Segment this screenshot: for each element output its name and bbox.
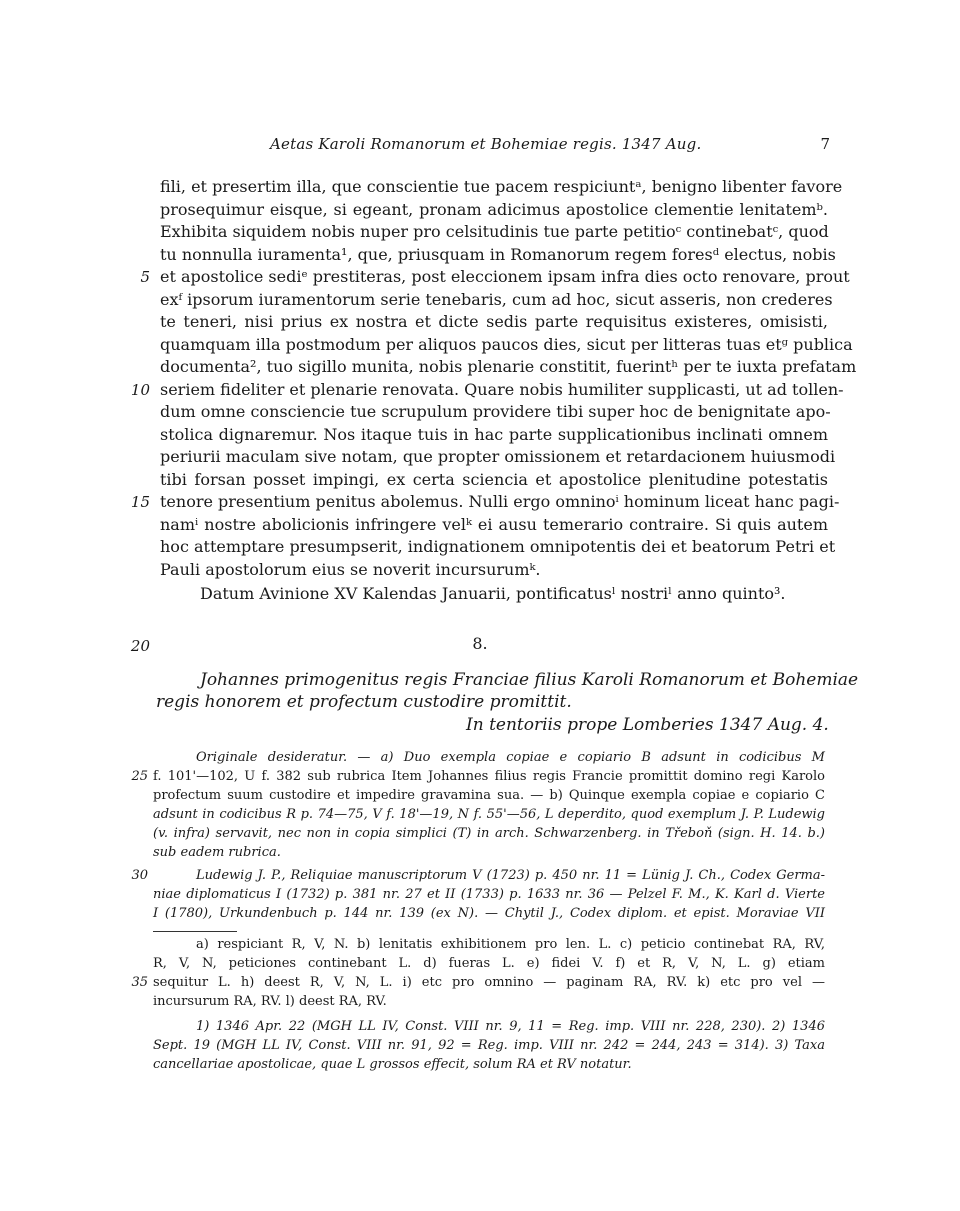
tradition-line: profectum suum custodire et impedire gravamina sua. — b) Quinque exempla copiae e copiario C bbox=[153, 788, 825, 803]
apparatus-line: R, V, N, peticiones continebant L. d) fueras L. e) fidei V. f) et R, V, N, L. g) etiam bbox=[153, 956, 825, 971]
body-line: tibi forsan posset impingi, ex certa sciencia et apostolice plenitudine potestatis bbox=[160, 470, 828, 489]
regest-line: Johannes primogenitus regis Franciae filius Karoli Romanorum et Bohemiae bbox=[200, 670, 859, 690]
line-number: 25 bbox=[131, 769, 148, 784]
line-number: 15 bbox=[130, 493, 150, 511]
footnote-rule bbox=[153, 931, 237, 932]
apparatus-line: sequitur L. h) deest R, V, N, L. i) etc pro omnino — paginam RA, RV. k) etc pro vel — bbox=[153, 975, 825, 990]
body-line: Exhibita siquidem nobis nuper pro celsitudinis tue parte petitioᶜ continebatᶜ, quod bbox=[160, 222, 829, 241]
body-line: te teneri, nisi prius ex nostra et dicte sedis parte requisitus existeres, omisisti, bbox=[160, 312, 828, 331]
body-line: periurii maculam sive notam, que propter omissionem et retardacionem huiusmodi bbox=[160, 447, 836, 466]
place-date: In tentoriis prope Lomberies 1347 Aug. 4. bbox=[466, 715, 829, 735]
body-line: hoc attemptare presumpserit, indignationem omnipotentis dei et beatorum Petri et bbox=[160, 537, 836, 556]
body-line: exᶠ ipsorum iuramentorum serie tenebaris, cum ad hoc, sicut asseris, non crederes bbox=[160, 290, 833, 309]
note-line: cancellariae apostolicae, quae L grossos effecit, solum RA et RV notatur. bbox=[153, 1057, 632, 1072]
running-head bbox=[160, 135, 830, 157]
literature-line: Ludewig J. P., Reliquiae manuscriptorum V (1723) p. 450 nr. 11 = Lünig J. Ch., Codex Germa- bbox=[196, 868, 825, 883]
dating-clause: Datum Avinione XV Kalendas Januarii, pontificatusˡ nostriˡ anno quinto³. bbox=[200, 584, 786, 603]
tradition-line: f. 101'—102, U f. 382 sub rubrica Item Johannes filius regis Francie promittit domino regi Karolo bbox=[153, 769, 825, 784]
body-line: seriem fideliter et plenarie renovata. Quare nobis humiliter supplicasti, ut ad tollen- bbox=[160, 380, 844, 399]
body-line: tenore presentium penitus abolemus. Nulli ergo omninoⁱ hominum liceat hanc pagi- bbox=[160, 492, 840, 511]
running-title: Aetas Karoli Romanorum et Bohemiae regis. 1347 Aug. bbox=[270, 135, 702, 153]
regest-line: regis honorem et profectum custodire promittit. bbox=[156, 692, 572, 712]
tradition-line: adsunt in codicibus R p. 74—75, V f. 18'—19, N f. 55'—56, L deperdito, quod exemplum J. P. Ludewig bbox=[153, 807, 825, 822]
line-number: 5 bbox=[140, 268, 150, 286]
literature-line: I (1780), Urkundenbuch p. 144 nr. 139 (ex N). — Chytil J., Codex diplom. et epist. Moraviae VII bbox=[153, 906, 825, 921]
body-line: fili, et presertim illa, que conscientie tue pacem respiciuntᵃ, benigno libenter favore bbox=[160, 177, 843, 196]
tradition-line: (v. infra) servavit, nec non in copia simplici (T) in arch. Schwarzenberg. in Třeboň (sign. H. 14. b.) bbox=[153, 826, 825, 841]
body-line: namⁱ nostre abolicionis infringere velᵏ ei ausu temerario contraire. Si quis autem bbox=[160, 515, 828, 534]
document-number: 8. bbox=[472, 634, 488, 653]
line-number: 20 bbox=[130, 637, 150, 655]
body-line: stolica dignaremur. Nos itaque tuis in hac parte supplicationibus inclinati omnem bbox=[160, 425, 828, 444]
body-line: prosequimur eisque, si egeant, pronam adicimus apostolice clementie lenitatemᵇ. bbox=[160, 200, 828, 219]
body-line: Pauli apostolorum eius se noverit incursurumᵏ. bbox=[160, 560, 541, 579]
tradition-line: sub eadem rubrica. bbox=[153, 845, 281, 860]
literature-line: niae diplomaticus I (1732) p. 381 nr. 27 et II (1733) p. 1633 nr. 36 — Pelzel F. M., K. Karl d. Vierte bbox=[153, 887, 825, 902]
apparatus-line: incursurum RA, RV. l) deest RA, RV. bbox=[153, 994, 387, 1009]
note-line: Sept. 19 (MGH LL IV, Const. VIII nr. 91, 92 = Reg. imp. VIII nr. 242 = 244, 243 = 314). 3) Taxa bbox=[153, 1038, 825, 1053]
body-line: documenta², tuo sigillo munita, nobis plenarie constitit, fuerintʰ per te iuxta prefatam bbox=[160, 357, 857, 376]
line-number: 10 bbox=[130, 381, 150, 399]
line-number: 35 bbox=[131, 975, 148, 990]
note-line: 1) 1346 Apr. 22 (MGH LL IV, Const. VIII nr. 9, 11 = Reg. imp. VIII nr. 228, 230). 2) 1346 bbox=[196, 1019, 825, 1034]
line-number: 30 bbox=[131, 868, 148, 883]
apparatus-line: a) respiciant R, V, N. b) lenitatis exhibitionem pro len. L. c) peticio continebat RA, RV, bbox=[196, 937, 825, 952]
body-line: dum omne consciencie tue scrupulum providere tibi super hoc de benignitate apo- bbox=[160, 402, 831, 421]
body-line: et apostolice sediᵉ prestiteras, post eleccionem ipsam infra dies octo renovare, prout bbox=[160, 267, 850, 286]
body-line: quamquam illa postmodum per aliquos paucos dies, sicut per litteras tuas etᵍ publica bbox=[160, 335, 853, 354]
page-number: 7 bbox=[820, 135, 830, 153]
tradition-line: Originale desideratur. — a) Duo exempla copiae e copiario B adsunt in codicibus M bbox=[196, 750, 825, 765]
body-line: tu nonnulla iuramenta¹, que, priusquam in Romanorum regem foresᵈ electus, nobis bbox=[160, 245, 836, 264]
